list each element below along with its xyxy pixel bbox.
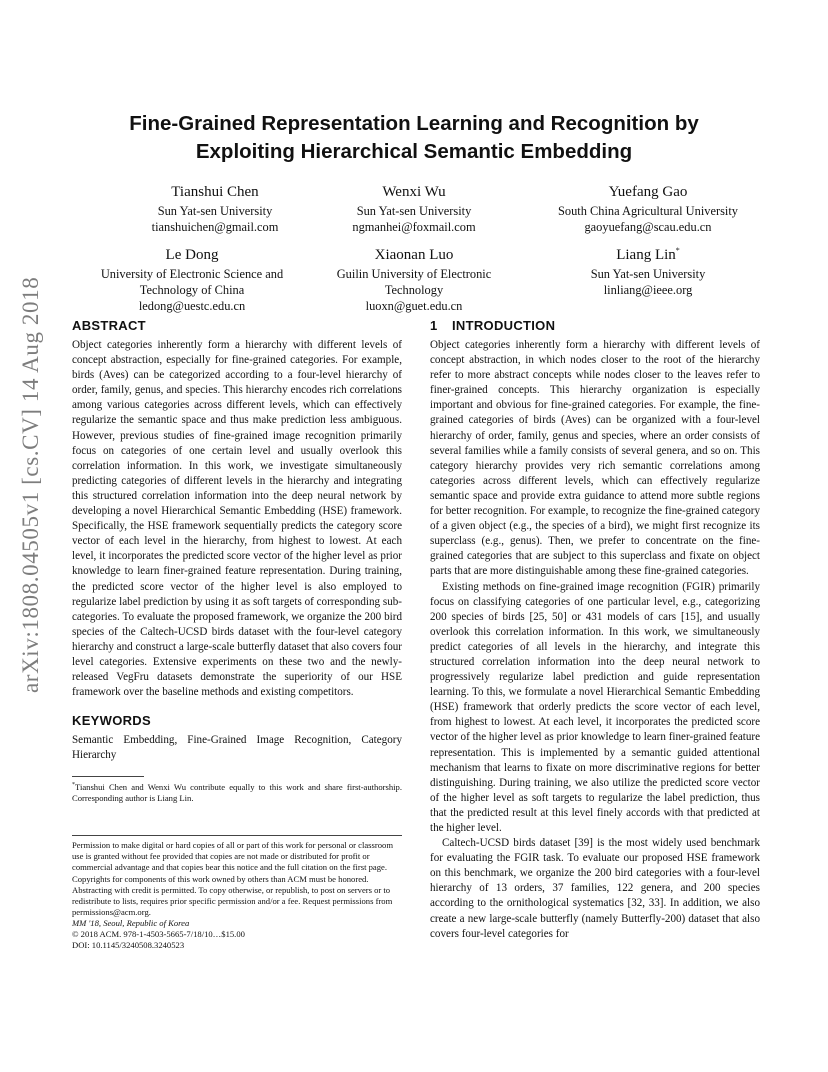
permission-block: [72, 840, 402, 951]
section-title: INTRODUCTION: [452, 318, 556, 333]
arxiv-identifier: arXiv:1808.04505v1 [cs.CV] 14 Aug 2018: [18, 276, 43, 694]
author-affiliation: South China Agricultural University: [558, 204, 738, 218]
intro-paragraph: Object categories inherently form a hierarchy with different levels of concept abstraction, in which nodes closer to the root of the hierarchy refer to more abstract concepts while nodes closer to the leaves refer to finer-grained concepts. This hierarchy organization is especially important and obvious for fine-grained categories. For example, the fine-grained categories of birds (Aves) can be organized with a four-level hierarchy of order, family, genus and species, where an order consists of several families while a family consists of several genera, and so on. This category hierarchy provides very rich semantic correlations among categories across different levels, which can effectively regularize semantic space and provide extra guidance to attend more subtle regions for better recognition. For example, to recognize the fine-grained category of a given object (e.g., the species of a bird), we might first recognize its superclass (e.g., genus). Then, we prefer to concentrate on the fine-grained categories that are subject to this superclass and fixate on object parts that are more distinguishable among these fine-grained categories.: [430, 339, 760, 578]
author-name: Liang Lin*: [616, 246, 680, 263]
left-column: [72, 318, 402, 951]
author-name: Yuefang Gao: [608, 184, 688, 200]
author-name: Tianshui Chen: [171, 184, 259, 200]
author-affiliation: Sun Yat-sen University: [590, 267, 706, 281]
author-name: Wenxi Wu: [382, 184, 446, 200]
copyright-line: © 2018 ACM. 978-1-4503-5665-7/18/10…$15.00: [72, 929, 245, 940]
footnote-divider: [72, 776, 144, 777]
author-affiliation: Sun Yat-sen University: [356, 204, 472, 218]
author-affiliation: University of Electronic Science and Technology of China: [100, 267, 284, 297]
author-email: ngmanhei@foxmail.com: [352, 220, 476, 234]
author-email: ledong@uestc.edu.cn: [138, 299, 246, 313]
author-block: [100, 178, 330, 235]
abstract-heading: ABSTRACT: [72, 318, 146, 333]
author-block: [314, 178, 514, 235]
author-footnote: *Tianshui Chen and Wenxi Wu contribute equally to this work and share first-authorship. Corresponding author is Liang Lin.: [72, 782, 402, 804]
abstract-text: Object categories inherently form a hierarchy with different levels of concept abstraction, especially for fine-grained categories. For example, birds (Aves) can be categorized according to a four-level hierarchy of order, family, genus, and species. This hierarchy encodes rich correlations among various categories across different levels, which can effectively regularize the semantic space and thus make prediction less ambiguous. However, previous studies of fine-grained image recognition primarily focus on categories of one certain level and usually overlook this correlation information. In this work, we investigate simultaneously predicting categories of different levels in the hierarchy and integrating this structured correlation information into the deep neural network by developing a novel Hierarchical Semantic Embedding (HSE) framework. Specifically, the HSE framework sequentially predicts the category score vector of each level in the hierarchy, from highest to lowest. At each level, it incorporates the predicted score vector of the higher level as prior knowledge to learn finer-grained feature representation. During training, the predicted score vector of the higher level is also employed to regularize label prediction by using it as soft targets of corresponding sub-categories. To evaluate the proposed framework, we organize the 200 bird species of the Caltech-UCSD birds dataset with the four-level category hierarchy and construct a large-scale butterfly dataset that also covers four level categories. Extensive experiments on these two and the newly-released VegFru datasets demonstrate the superiority of our HSE framework over the baseline methods and existing competitors.: [72, 339, 403, 699]
author-block: [88, 241, 296, 314]
author-block: [548, 241, 748, 298]
intro-paragraph: Existing methods on fine-grained image recognition (FGIR) primarily focus on classifying categories of one particular level, e.g., categorizing 200 species of birds [25, 50] or 431 models of cars [15], and usually overlook this correlation information. In this work, we simultaneously predict categories of all levels in the hierarchy, and integrate this structured correlation information into the deep neural network to progressively regularize label prediction and guide representation learning. To this, we formulate a novel Hierarchical Semantic Embedding (HSE) framework that orderly predicts the score vector of each level, from highest to lowest. At each level, it incorporates the predicted score vector of the higher level as prior knowledge to learn finer-grained feature representation. This is implemented by a semantic guided attentional mechanism that learns to fixate on more discriminative regions for better distinguishing. During training, we also utilize the predicted score vector of the higher level as soft targets to regularize the label prediction, thus that the predicted result at this level finely accords with that predicted at the higher level.: [430, 580, 760, 834]
author-affiliation: Sun Yat-sen University: [157, 204, 273, 218]
doi-line: DOI: 10.1145/3240508.3240523: [72, 940, 185, 951]
conference-venue: MM '18, Seoul, Republic of Korea: [72, 917, 190, 928]
author-block: [523, 178, 773, 235]
section-number: 1: [430, 318, 438, 333]
right-column: [430, 318, 760, 942]
author-name: Xiaonan Luo: [374, 247, 454, 263]
intro-paragraph: Caltech-UCSD birds dataset [39] is the most widely used benchmark for evaluating the FGIR task. To evaluate our proposed HSE framework on this benchmark, we organize the 200 bird categories with a four-level hierarchy of 13 orders, 37 families, 122 genera, and 200 species according to the ornithological systematics [32, 33]. In addition, we also create a new large-scale butterfly (namely Butterfly-200) dataset that also covers four-level categories for: [430, 837, 760, 940]
keywords-heading: KEYWORDS: [72, 713, 151, 729]
author-affiliation: Guilin University of Electronic Technology: [336, 267, 492, 297]
author-email: gaoyuefang@scau.edu.cn: [584, 220, 712, 234]
keywords-text: Semantic Embedding, Fine-Grained Image Recognition, Category Hierarchy: [72, 734, 402, 762]
author-name: Le Dong: [165, 247, 219, 263]
permission-text: Permission to make digital or hard copies of all or part of this work for personal or classroom use is granted without fee provided that copies are not made or distributed for profit or commercial advantage and that copies bear this notice and the full citation on the first page. Copyrights for components of this work owned by others than ACM must be honored. Abstracting with credit is permitted. To copy otherwise, or republish, to post on servers or to redistribute to lists, requires prior specific permission and/or a fee. Request permissions from permissions@acm.org.: [72, 840, 393, 917]
author-email: tianshuichen@gmail.com: [151, 220, 279, 234]
author-block: [322, 241, 506, 314]
author-email: luoxn@guet.edu.cn: [365, 299, 463, 313]
permission-divider: [72, 835, 402, 836]
introduction-heading: [430, 318, 760, 334]
paper-title: Fine-Grained Representation Learning and Recognition by Exploiting Hierarchical Semantic Embedding: [129, 112, 699, 163]
author-email: linliang@ieee.org: [603, 283, 693, 297]
